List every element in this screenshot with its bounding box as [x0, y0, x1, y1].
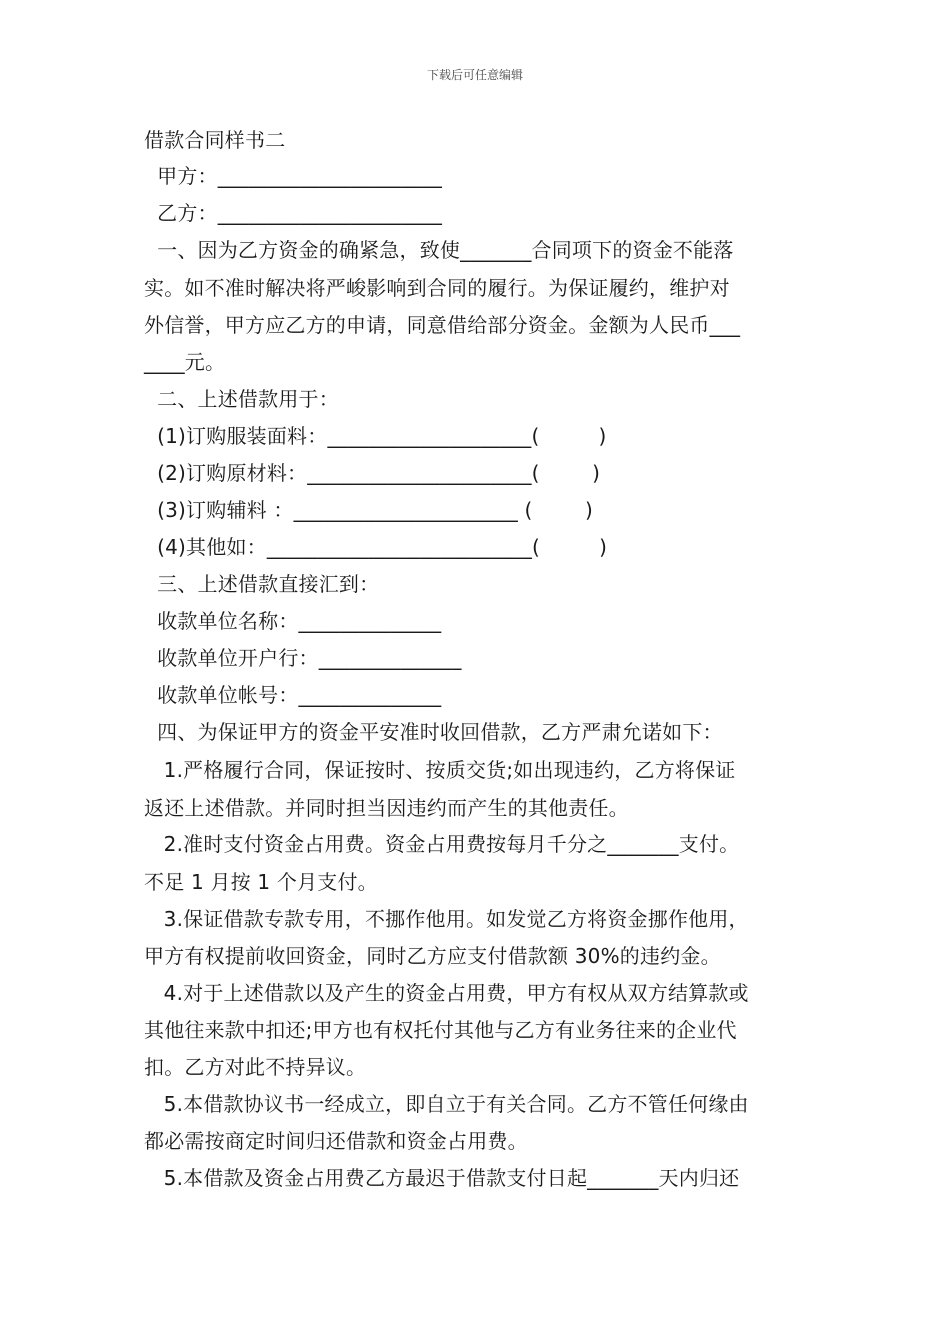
- clause-4-heading: 四、为保证甲方的资金平安准时收回借款，乙方严肃允诺如下：: [144, 720, 723, 744]
- clause-2-item-4: (4)其他如：__________________________( ): [144, 535, 608, 559]
- header-note: 下载后可任意编辑: [426, 68, 523, 82]
- clause-3-heading: 三、上述借款直接汇到：: [144, 572, 380, 596]
- payee-account-line: 收款单位帐号：______________: [144, 683, 442, 707]
- clause-1-line-1: 一、因为乙方资金的确紧急，致使_______合同项下的资金不能落: [144, 238, 734, 262]
- party-a-line: 甲方：______________________: [144, 164, 443, 188]
- clause-4-item-2-line-1: 2.准时支付资金占用费。资金占用费按每月千分之_______支付。: [144, 832, 740, 856]
- clause-4-item-2-line-2: 不足 1 月按 1 个月支付。: [144, 870, 378, 894]
- clause-4-item-4-line-3: 扣。乙方对此不持异议。: [144, 1055, 367, 1079]
- clause-4-item-3-line-1: 3.保证借款专款专用，不挪作他用。如发觉乙方将资金挪作他用，: [144, 907, 749, 931]
- clause-4-item-1-line-2: 返还上述借款。并同时担当因违约而产生的其他责任。: [144, 796, 629, 820]
- clause-1-line-3: 外信誉，甲方应乙方的申请，同意借给部分资金。金额为人民币___: [144, 313, 741, 337]
- document-title: 借款合同样书二: [144, 128, 286, 152]
- clause-4-item-4-line-2: 其他往来款中扣还;甲方也有权托付其他与乙方有业务往来的企业代: [144, 1018, 737, 1042]
- clause-4-item-5-line-1: 5.本借款协议书一经成立，即自立于有关合同。乙方不管任何缘由: [144, 1092, 749, 1116]
- clause-1-line-2: 实。如不准时解决将严峻影响到合同的履行。为保证履约，维护对: [144, 276, 730, 300]
- clause-2-heading: 二、上述借款用于：: [144, 387, 339, 411]
- clause-4-item-6-line-1: 5.本借款及资金占用费乙方最迟于借款支付日起_______天内归还: [144, 1166, 740, 1190]
- payee-name-line: 收款单位名称：______________: [144, 609, 442, 633]
- clause-4-item-4-line-1: 4.对于上述借款以及产生的资金占用费，甲方有权从双方结算款或: [144, 981, 749, 1005]
- party-b-line: 乙方：______________________: [144, 201, 443, 225]
- clause-2-item-1: (1)订购服装面料：____________________( ): [144, 424, 607, 448]
- clause-2-item-2: (2)订购原材料：______________________( ): [144, 461, 601, 485]
- clause-1-line-4: ____元。: [144, 350, 226, 374]
- clause-4-item-1-line-1: 1.严格履行合同，保证按时、按质交货;如出现违约，乙方将保证: [144, 758, 736, 782]
- clause-4-item-5-line-2: 都必需按商定时间归还借款和资金占用费。: [144, 1129, 528, 1153]
- payee-bank-line: 收款单位开户行：______________: [144, 646, 462, 670]
- clause-4-item-3-line-2: 甲方有权提前收回资金，同时乙方应支付借款额 30%的违约金。: [144, 944, 721, 968]
- clause-2-item-3: (3)订购辅料 ：______________________ ( ): [144, 498, 594, 522]
